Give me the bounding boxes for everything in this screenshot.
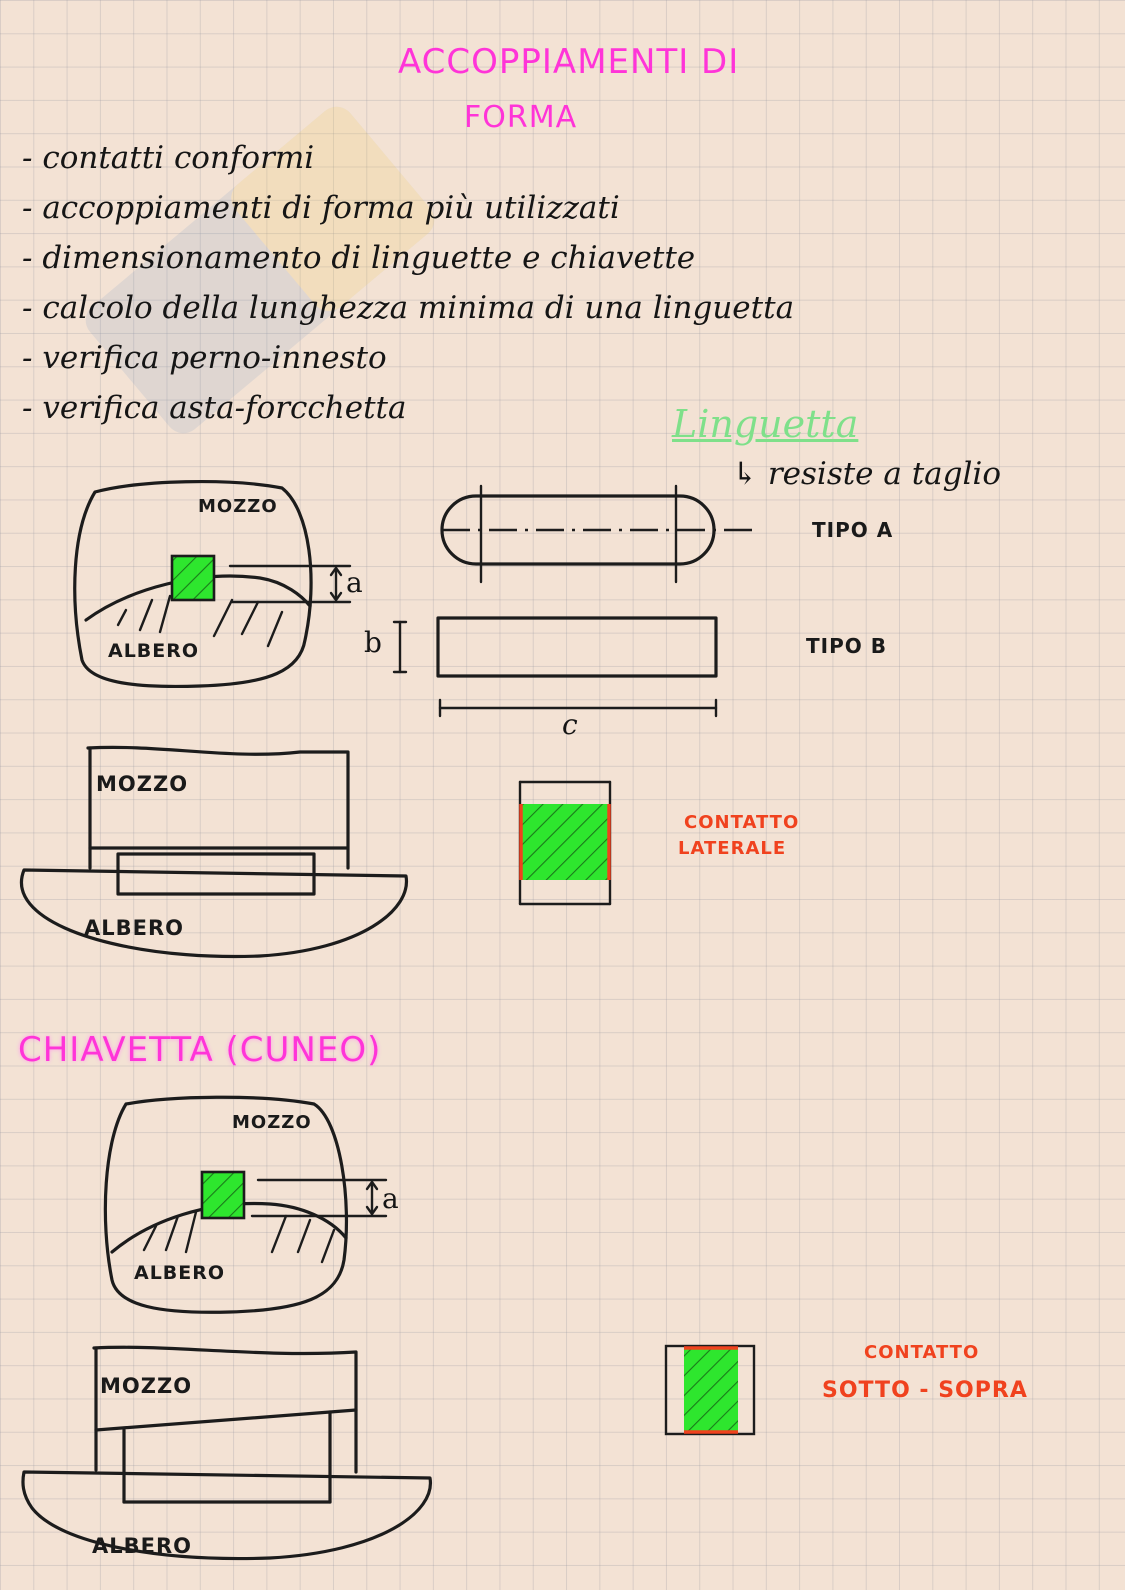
chiavetta-heading: CHIAVETTA (CUNEO) <box>18 1030 382 1070</box>
bullet-item: - verifica perno-innesto <box>22 340 387 376</box>
linguetta-dim-a: a <box>346 566 363 599</box>
bullet-item: - accoppiamenti di forma più utilizzati <box>22 190 620 226</box>
linguetta-side-albero-label: ALBERO <box>84 916 185 940</box>
chiavetta-albero-label: ALBERO <box>134 1262 226 1284</box>
contatto-laterale-line2: LATERALE <box>678 838 787 859</box>
linguetta-dim-c: c <box>562 708 578 741</box>
linguetta-dim-b: b <box>364 626 382 659</box>
page-title-line2: FORMA <box>464 100 578 135</box>
contatto-laterale-line1: CONTATTO <box>684 812 800 833</box>
bullet-item: - verifica asta-forcchetta <box>22 390 407 426</box>
linguetta-albero-label: ALBERO <box>108 640 200 662</box>
linguetta-note: ↳ resiste a taglio <box>732 456 1001 492</box>
chiavetta-side-mozzo-label: MOZZO <box>100 1374 193 1398</box>
tipo-a-drawing <box>442 486 752 582</box>
contatto-sotto-sopra-line1: CONTATTO <box>864 1342 980 1363</box>
page-title-line1: ACCOPPIAMENTI DI <box>398 42 740 82</box>
linguetta-side-view <box>22 747 407 956</box>
chiavetta-key-section <box>202 1172 244 1218</box>
chiavetta-side-albero-label: ALBERO <box>92 1534 193 1558</box>
bullet-item: - calcolo della lunghezza minima di una linguetta <box>22 290 795 326</box>
bullet-item: - contatti conformi <box>22 140 315 176</box>
linguetta-mozzo-label: MOZZO <box>198 496 278 517</box>
linguetta-heading: Linguetta <box>672 402 859 446</box>
tipo-a-label: TIPO A <box>812 518 894 542</box>
tipo-b-label: TIPO B <box>806 634 887 658</box>
chiavetta-dim-a: a <box>382 1182 399 1215</box>
linguetta-key-section <box>172 556 214 600</box>
contatto-laterale-drawing <box>520 782 610 904</box>
chiavetta-side-view <box>23 1347 430 1558</box>
linguetta-side-mozzo-label: MOZZO <box>96 772 189 796</box>
bullet-item: - dimensionamento di linguette e chiavette <box>22 240 696 276</box>
contatto-sotto-sopra-drawing <box>666 1346 754 1434</box>
tipo-b-drawing <box>394 618 716 716</box>
chiavetta-mozzo-label: MOZZO <box>232 1112 312 1133</box>
contatto-sotto-sopra-line2: SOTTO - SOPRA <box>822 1378 1028 1403</box>
